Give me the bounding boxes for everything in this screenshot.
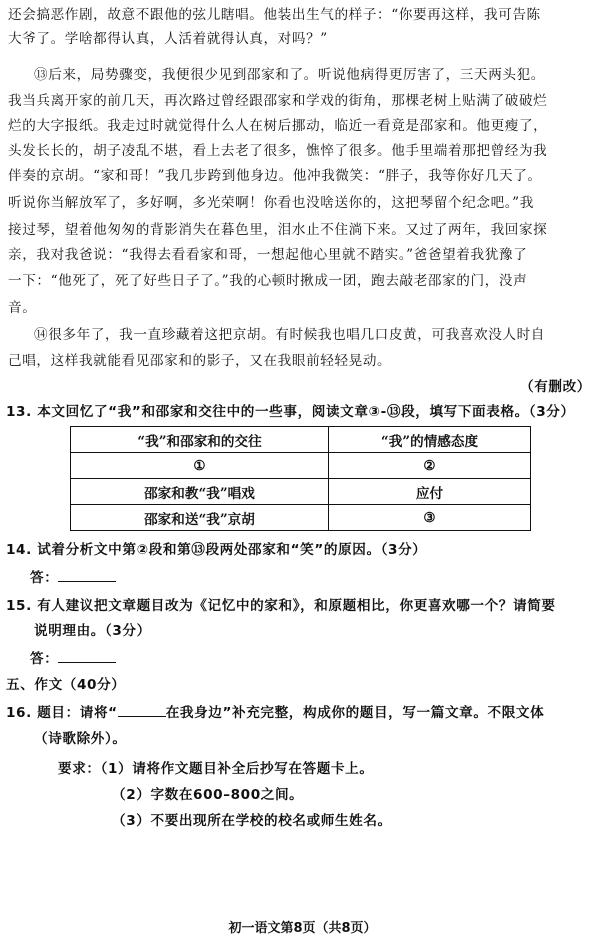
- table-cell: 邵家和教“我”唱戏: [71, 479, 329, 505]
- answer-label: 答：: [30, 651, 59, 667]
- story-line: 听说你当解放军了，多好啊，多光荣啊！你看也没啥送你的，这把琴留个纪念吧。”我: [8, 195, 534, 211]
- requirement-2: （2）字数在600–800之间。: [112, 787, 304, 803]
- table-row: [71, 453, 531, 479]
- story-line: 大爷了。学啥都得认真，人活着就得认真，对吗？”: [8, 31, 328, 47]
- q16-blank-text: 在我身边: [165, 705, 223, 721]
- table-header-cell: “我”的情感态度: [328, 427, 530, 453]
- question-15-stem-line1: 15. 有人建议把文章题目改为《记忆中的家和》，和原题相比，你更喜欢哪一个？请简要: [6, 598, 556, 614]
- question-15-answer: [30, 650, 597, 668]
- requirement-1: 要求：（1）请将作文题目补全后抄写在答题卡上。: [58, 761, 374, 777]
- story-line: 己唱，这样我就能看见邵家和的影子，又在我眼前轻轻晃动。: [8, 353, 392, 369]
- story-line: 我当兵离开家的前几天，再次路过曾经跟邵家和学戏的街角，那棵老树上贴满了破破烂: [8, 93, 548, 109]
- story-line: 头发长长的，胡子凌乱不堪，看上去老了很多，憔悴了很多。他手里端着那把曾经为我: [8, 143, 548, 159]
- table-cell: ③: [328, 505, 530, 531]
- story-line: 音。: [8, 300, 37, 316]
- question-13-stem: 13. 本文回忆了“我”和邵家和交往中的一些事，阅读文章③-⑬段，填写下面表格。（3分）: [6, 404, 575, 420]
- story-line: 接过琴，望着他匆匆的背影消失在暮色里，泪水止不住淌下来。又过了两年，我回家探: [8, 222, 548, 238]
- question-14-stem: 14. 试着分析文中第②段和第⑬段两处邵家和“笑”的原因。（3分）: [6, 542, 427, 558]
- story-line: 伴奏的京胡。“家和哥！”我几步跨到他身边。他冲我微笑：“胖子，我等你好几天了。: [8, 168, 542, 184]
- table-cell: ②: [328, 453, 530, 479]
- title-blank[interactable]: [118, 704, 166, 717]
- table-row: [71, 505, 531, 531]
- source-note: （有删改）: [520, 379, 591, 395]
- page-footer: 初一语文第8页（共8页）: [228, 921, 377, 936]
- table-header-row: [71, 427, 531, 453]
- answer-blank[interactable]: [58, 650, 116, 663]
- table-row: [71, 479, 531, 505]
- story-paragraph-14: ⑭很多年了，我一直珍藏着这把京胡。有时候我也唱几口皮黄，可我喜欢没人时自: [34, 327, 545, 343]
- story-paragraph-13: ⑬后来，局势骤变，我便很少见到邵家和了。听说他病得更厉害了，三天两头犯。: [34, 67, 545, 83]
- question-16-stem-line2: （诗歌除外）。: [34, 731, 127, 747]
- table-header-cell: “我”和邵家和的交往: [71, 427, 329, 453]
- answer-label: 答：: [30, 570, 59, 586]
- question-14-answer: [30, 569, 597, 587]
- requirement-3: （3）不要出现所在学校的校名或师生姓名。: [112, 813, 392, 829]
- section-5-heading: 五、作文（40分）: [6, 677, 126, 693]
- table-cell: 应付: [328, 479, 530, 505]
- table-cell: 邵家和送“我”京胡: [71, 505, 329, 531]
- q16-prefix: 16. 题目：请将“: [6, 705, 118, 721]
- story-line: 烂的大字报纸。我走过时就觉得什么人在树后挪动，临近一看竟是邵家和。他更瘦了，: [8, 118, 548, 134]
- question-15-stem-line2: 说明理由。（3分）: [34, 623, 151, 639]
- question-16-stem-line1: [6, 704, 597, 722]
- story-line: 还会搞恶作剧，故意不跟他的弦儿瞎唱。他装出生气的样子：“你要再这样，我可告陈: [8, 7, 541, 23]
- story-line: 亲，我对我爸说：“我得去看看家和哥，一想起他心里就不踏实。”爸爸望着我犹豫了: [8, 247, 528, 263]
- question-13-table: [70, 426, 531, 531]
- table-cell: ①: [71, 453, 329, 479]
- answer-blank[interactable]: [58, 569, 116, 582]
- story-line: 一下：“他死了，死了好些日子了。”我的心顿时揪成一团，跑去敲老邵家的门，没声: [8, 273, 528, 289]
- q16-suffix: ”补充完整，构成你的题目，写一篇文章。不限文体: [222, 705, 545, 721]
